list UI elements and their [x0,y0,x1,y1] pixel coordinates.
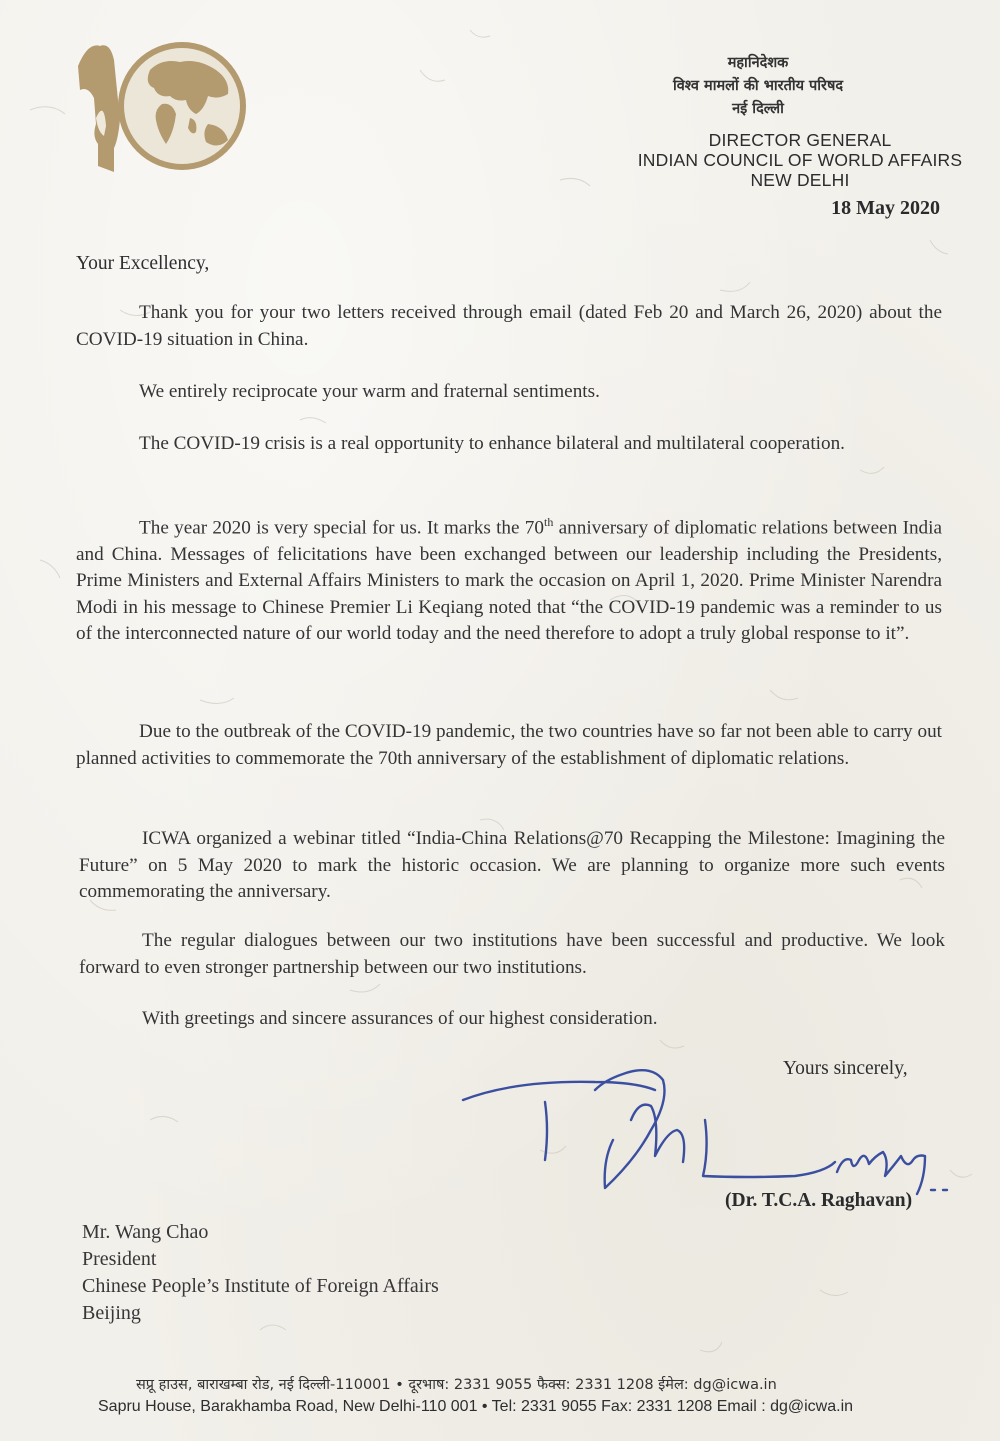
letterhead-organization: INDIAN COUNCIL OF WORLD AFFAIRS [637,150,963,170]
body-paragraph: The regular dialogues between our two institutions have been successful and productive. We look forward to even stronger partnership between our two institutions. [79,930,945,978]
body-paragraph: ICWA organized a webinar titled “India-China Relations@70 Recapping the Milestone: Imagining the Future” on 5 May 2020 to mark the historic occasion. We are planning to organize more such events commemorating the anniversary. [79,828,945,902]
body-paragraph: The year 2020 is very special for us. It marks the 70th anniversary of diplomatic relations between India and China. Messages of felicitations have been exchanged between our leadership including the Presidents, Prime Ministers and External Affairs Ministers to mark the occasion on April 1, 2020. Prime Minister Narendra Modi in his message to Chinese Premier Li Keqiang noted that “the COVID-19 pandemic was a reminder to us of the interconnected nature of our world today and the need therefore to adopt a truly global response to it”. [76,515,942,645]
body-paragraph: We entirely reciprocate your warm and fraternal sentiments. [139,381,600,402]
letterhead-english [620,130,980,190]
letter-date: 18 May 2020 [831,197,940,219]
salutation: Your Excellency, [76,253,210,274]
recipient-title: President [82,1248,157,1270]
recipient-city: Beijing [82,1302,141,1324]
logo-pillar-shape [78,45,120,172]
letterhead-hindi [608,52,908,121]
body-paragraph: With greetings and sincere assurances of our highest consideration. [142,1008,658,1029]
hindi-city: नई दिल्ली [732,101,784,117]
signatory-name: (Dr. T.C.A. Raghavan) [725,1190,913,1211]
footer-english: Sapru House, Barakhamba Road, New Delhi-110 001 • Tel: 2331 9055 Fax: 2331 1208 Email : dg@icwa.in [98,1398,854,1415]
body-paragraph: Thank you for your two letters received through email (dated Feb 20 and March 26, 2020) about the COVID-19 situation in China. [76,302,942,350]
hindi-title: महानिदेशक [727,55,789,71]
recipient-name: Mr. Wang Chao [82,1221,209,1243]
recipient-address [82,1219,439,1327]
icwa-logo [58,40,250,175]
hindi-organization: विश्व मामलों की भारतीय परिषद [672,78,844,94]
closing: Yours sincerely, [783,1058,908,1079]
handwritten-signature [455,1060,1000,1210]
body-paragraph: The COVID-19 crisis is a real opportunity to enhance bilateral and multilateral cooperation. [139,433,845,454]
recipient-organization: Chinese People’s Institute of Foreign Affairs [82,1275,439,1297]
letterhead-city: NEW DELHI [750,170,850,190]
footer-hindi: सप्रू हाउस, बाराखम्बा रोड, नई दिल्ली-110001 • दूरभाष: 2331 9055 फैक्स: 2331 1208 ईमेल: dg@icwa.in [136,1377,777,1393]
letterhead-title: DIRECTOR GENERAL [708,130,892,150]
body-paragraph: Due to the outbreak of the COVID-19 pandemic, the two countries have so far not been able to carry out planned activities to commemorate the 70th anniversary of the establishment of diplomatic relations. [76,721,942,769]
